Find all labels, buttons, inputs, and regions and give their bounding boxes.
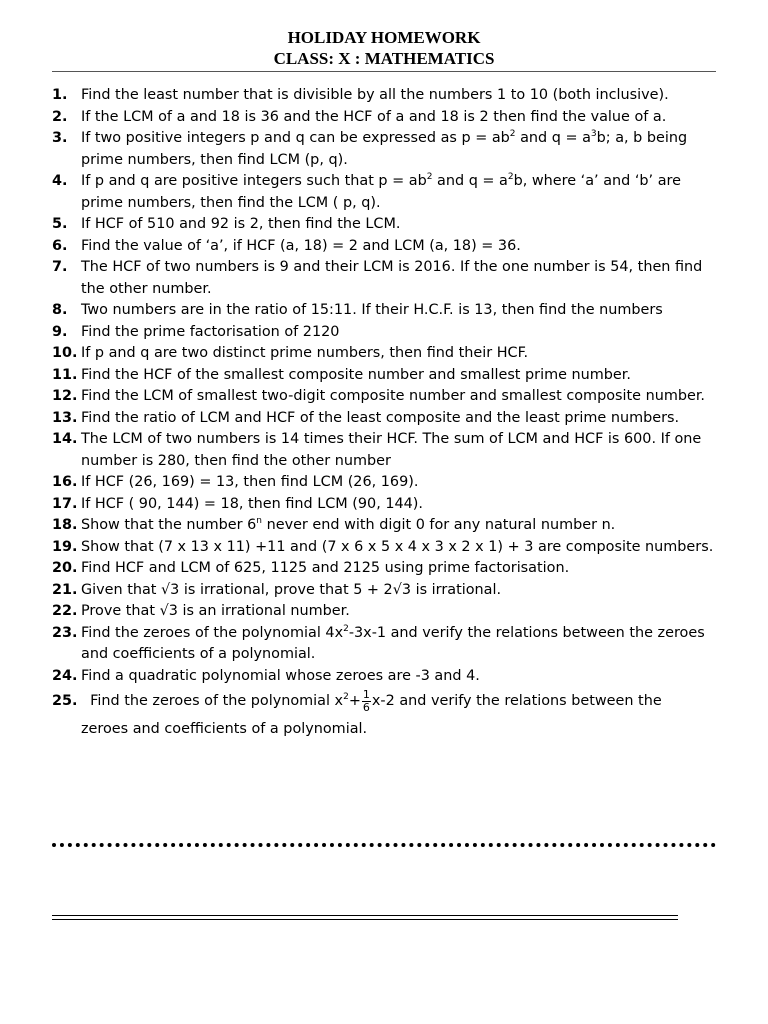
document-subtitle: CLASS: X : MATHEMATICS (273, 49, 495, 68)
question-list (52, 85, 720, 743)
superscript: 2 (507, 172, 514, 182)
double-rule (52, 915, 678, 920)
question-number: 21. (52, 581, 78, 598)
superscript: 2 (509, 129, 516, 139)
question-number: 20. (52, 560, 78, 576)
fraction-denominator: 6 (362, 700, 370, 714)
superscript: 3 (590, 129, 597, 139)
question-number: 25. (52, 693, 78, 709)
question-text: Show that the number 6 (81, 517, 257, 533)
list-item (52, 85, 720, 107)
list-item (52, 623, 720, 666)
list-item (52, 580, 720, 602)
question-text: The LCM of two numbers is 14 times their HCF. The sum of LCM and HCF is 600. If one number is 280, then find the other number (81, 431, 702, 469)
question-text: If the LCM of a and 18 is 36 and the HCF of a and 18 is 2 then find the value of a. (81, 108, 667, 125)
question-text: Find the prime factorisation of 2120 (81, 323, 340, 340)
question-text: If HCF (26, 169) = 13, then find LCM (26, 169). (81, 474, 419, 490)
question-text: Find the zeroes of the polynomial 4x (81, 624, 344, 641)
question-text: zeroes and coefficients of a polynomial. (81, 721, 368, 737)
question-number: 4. (52, 173, 68, 189)
list-item (52, 687, 720, 743)
header-rule (52, 71, 716, 72)
question-number: 12. (52, 388, 78, 404)
question-text: Find the zeroes of the polynomial x (81, 693, 344, 709)
question-text: Find a quadratic polynomial whose zeroes are -3 and 4. (81, 667, 480, 684)
question-number: 11. (52, 366, 78, 383)
list-item (52, 494, 720, 516)
question-text: If p and q are two distinct prime numbers, then find their HCF. (81, 345, 529, 361)
question-text: Find the LCM of smallest two-digit composite number and smallest composite number. (81, 388, 705, 404)
question-number: 23. (52, 624, 78, 641)
question-text: If two positive integers p and q can be expressed as p = ab (81, 130, 510, 146)
question-number: 9. (52, 323, 68, 340)
question-number: 3. (52, 130, 68, 146)
question-number: 7. (52, 259, 68, 275)
question-text: Find the least number that is divisible by all the numbers 1 to 10 (both inclusive). (81, 87, 669, 103)
fraction (362, 689, 371, 714)
superscript: 2 (426, 172, 433, 182)
question-text: never end with digit 0 for any natural number n. (262, 517, 616, 533)
list-item (52, 171, 720, 214)
list-item (52, 214, 720, 236)
question-text: b; a, b being prime numbers, then find LCM (p, q). (81, 130, 688, 168)
question-text: + (348, 693, 361, 709)
question-number: 6. (52, 237, 68, 254)
question-text: b, where ‘a’ and ‘b’ are prime numbers, then find the LCM ( p, q). (81, 173, 681, 211)
question-text: The HCF of two numbers is 9 and their LCM is 2016. If the one number is 54, then find the other number. (81, 259, 703, 297)
question-text: If HCF of 510 and 92 is 2, then find the LCM. (81, 216, 401, 232)
list-item (52, 558, 720, 580)
question-number: 8. (52, 302, 68, 318)
list-item (52, 472, 720, 494)
list-item (52, 128, 720, 171)
list-item (52, 386, 720, 408)
question-number: 1. (52, 87, 68, 103)
list-item (52, 429, 720, 472)
question-text: Show that (7 x 13 x 11) +11 and (7 x 6 x 5 x 4 x 3 x 2 x 1) + 3 are composite numbers. (81, 538, 714, 555)
question-number: 22. (52, 603, 78, 619)
question-text: Find the HCF of the smallest composite number and smallest prime number. (81, 366, 631, 383)
list-item (52, 365, 720, 387)
question-number: 5. (52, 216, 68, 232)
question-number: 19. (52, 538, 78, 555)
document-title: HOLIDAY HOMEWORK (287, 28, 481, 47)
question-number: 2. (52, 108, 68, 125)
question-text: Two numbers are in the ratio of 15:11. If their H.C.F. is 13, then find the numbers (81, 302, 663, 318)
question-text: Given that √3 is irrational, prove that 5 + 2√3 is irrational. (81, 581, 502, 598)
question-text: Find the ratio of LCM and HCF of the least composite and the least prime numbers. (81, 409, 680, 426)
question-number: 16. (52, 474, 78, 490)
list-item (52, 107, 720, 129)
question-text: If p and q are positive integers such that p = ab (81, 173, 427, 189)
question-number: 17. (52, 495, 78, 512)
question-text: and q = a (432, 173, 508, 189)
dotted-divider (52, 843, 716, 847)
list-item (52, 257, 720, 300)
list-item (52, 515, 720, 537)
question-text: Find HCF and LCM of 625, 1125 and 2125 using prime factorisation. (81, 560, 570, 576)
list-item (52, 236, 720, 258)
question-text: x-2 and verify the relations between the (371, 693, 662, 709)
question-text: and q = a (515, 130, 591, 146)
question-number: 14. (52, 431, 78, 447)
superscript: 2 (343, 623, 349, 634)
question-text: Find the value of ‘a’, if HCF (a, 18) = 2 and LCM (a, 18) = 36. (81, 237, 521, 254)
list-item (52, 601, 720, 623)
superscript: n (256, 516, 263, 526)
question-number: 13. (52, 409, 78, 426)
question-number: 10. (52, 345, 78, 361)
question-text: -3x-1 and verify the relations between the zeroes and coefficients of a polynomial. (81, 624, 705, 662)
list-item (52, 300, 720, 322)
superscript: 2 (343, 692, 349, 702)
question-text: If HCF ( 90, 144) = 18, then find LCM (90, 144). (81, 495, 423, 512)
question-text: Prove that √3 is an irrational number. (81, 603, 350, 619)
fraction-numerator: 1 (362, 687, 370, 701)
list-item (52, 322, 720, 344)
list-item (52, 537, 720, 559)
question-number: 24. (52, 667, 78, 684)
list-item (52, 343, 720, 365)
list-item (52, 666, 720, 688)
list-item (52, 408, 720, 430)
question-number: 18. (52, 517, 78, 533)
